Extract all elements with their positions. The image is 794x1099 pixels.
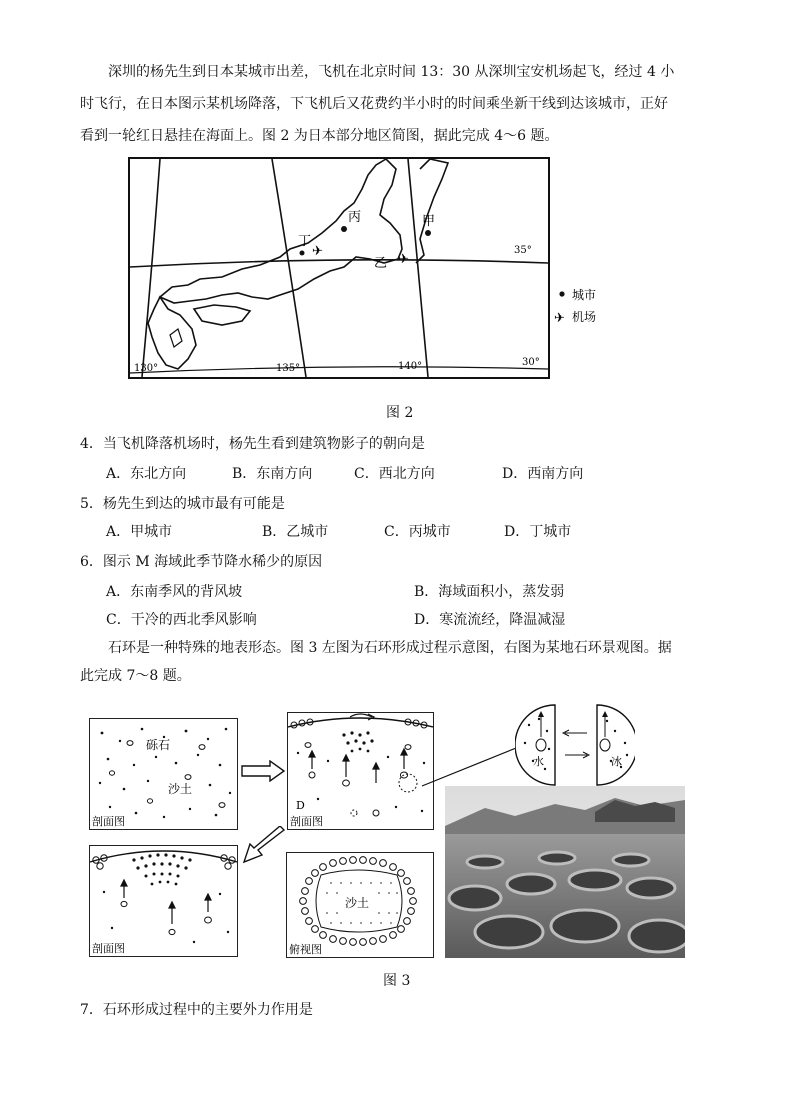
gravel-label: 砾石: [146, 738, 171, 752]
intro2-line-1: 石环是一种特殊的地表形态。图 3 左图为石环形成过程示意图，右图为某地石环景观图。据: [108, 640, 672, 656]
q6-option-a[interactable]: A．东南季风的背风坡: [106, 584, 243, 600]
water-label: 水: [533, 755, 544, 768]
arrow-right-icon: [240, 760, 286, 782]
lat-label-30: 30°: [522, 357, 540, 368]
stone-ring-profile-2: [287, 712, 434, 830]
q4-option-b[interactable]: B．东南方向: [232, 466, 313, 482]
figure-3-caption: 图 3: [383, 973, 411, 989]
q4-option-a[interactable]: A．东北方向: [106, 466, 187, 482]
city-yi-label: 乙: [374, 256, 388, 271]
japan-map-drawing: [130, 159, 548, 377]
q5-option-c[interactable]: C．丙城市: [384, 524, 451, 540]
japan-map: [128, 157, 550, 379]
legend-city-label: 城市: [572, 288, 597, 302]
lon-label-140: 140°: [398, 361, 423, 372]
lon-label-135: 135°: [276, 363, 301, 374]
lat-label-35: 35°: [514, 245, 532, 256]
sand-label-top: 沙土: [345, 896, 370, 910]
q5-option-d[interactable]: D．丁城市: [504, 524, 572, 540]
airport-icon: ✈: [398, 252, 409, 267]
profile-label-1: 剖面图: [92, 815, 125, 828]
map-legend: [550, 286, 620, 328]
intro2-line-2: 此完成 7～8 题。: [80, 668, 191, 684]
stone-ring-top-view: [286, 852, 434, 958]
profile-label-3: 剖面图: [92, 942, 125, 955]
intro-line-2: 时飞行，在日本图示某机场降落，下飞机后又花费约半小时的时间乘坐新干线到达该城市，正好: [80, 96, 668, 112]
q4-option-d[interactable]: D．西南方向: [502, 466, 584, 482]
figure-2-caption: 图 2: [386, 405, 414, 421]
q5-option-a[interactable]: A．甲城市: [106, 524, 173, 540]
stone-ring-profile-3: [89, 845, 238, 957]
ice-label: 冰: [611, 755, 622, 768]
stone-ring-profile-1: [89, 718, 238, 830]
question-5-stem: 5．杨先生到达的城市最有可能是: [80, 496, 285, 512]
question-6-stem: 6．图示 M 海域此季节降水稀少的原因: [80, 554, 323, 570]
profile-label-2: 剖面图: [290, 815, 323, 828]
q6-option-d[interactable]: D．寒流流经，降温减湿: [414, 612, 566, 628]
stone-ring-landscape-photo: [445, 786, 685, 958]
airport-icon: ✈: [312, 244, 323, 259]
question-4-stem: 4．当飞机降落机场时，杨先生看到建筑物影子的朝向是: [80, 436, 425, 452]
city-jia-label: 甲: [422, 214, 436, 229]
legend-airport-label: 机场: [572, 310, 597, 324]
city-bing-label: 丙: [348, 210, 362, 225]
q6-option-b[interactable]: B．海域面积小，蒸发弱: [414, 584, 565, 600]
intro-line-3: 看到一轮红日悬挂在海面上。图 2 为日本部分地区简图，据此完成 4～6 题。: [80, 128, 559, 144]
intro-line-1: 深圳的杨先生到日本某城市出差，飞机在北京时间 13：30 从深圳宝安机场起飞，经过 4 小: [108, 64, 675, 80]
q6-option-c[interactable]: C．干冷的西北季风影响: [106, 612, 257, 628]
arrow-down-left-icon: [238, 826, 288, 866]
lon-label-130: 130°: [134, 363, 159, 374]
water-ice-detail: [515, 703, 635, 787]
question-7-stem: 7．石环形成过程中的主要外力作用是: [80, 1002, 313, 1018]
q5-option-b[interactable]: B．乙城市: [262, 524, 329, 540]
airport-icon: ✈: [554, 311, 565, 326]
city-ding-label: 丁: [298, 234, 312, 249]
sand-label: 沙土: [168, 782, 193, 796]
d-label: D: [296, 799, 305, 812]
zoom-connector: [420, 740, 530, 790]
city-dot-icon: [559, 291, 564, 296]
q4-option-c[interactable]: C．西北方向: [354, 466, 435, 482]
top-view-label: 俯视图: [289, 943, 322, 956]
